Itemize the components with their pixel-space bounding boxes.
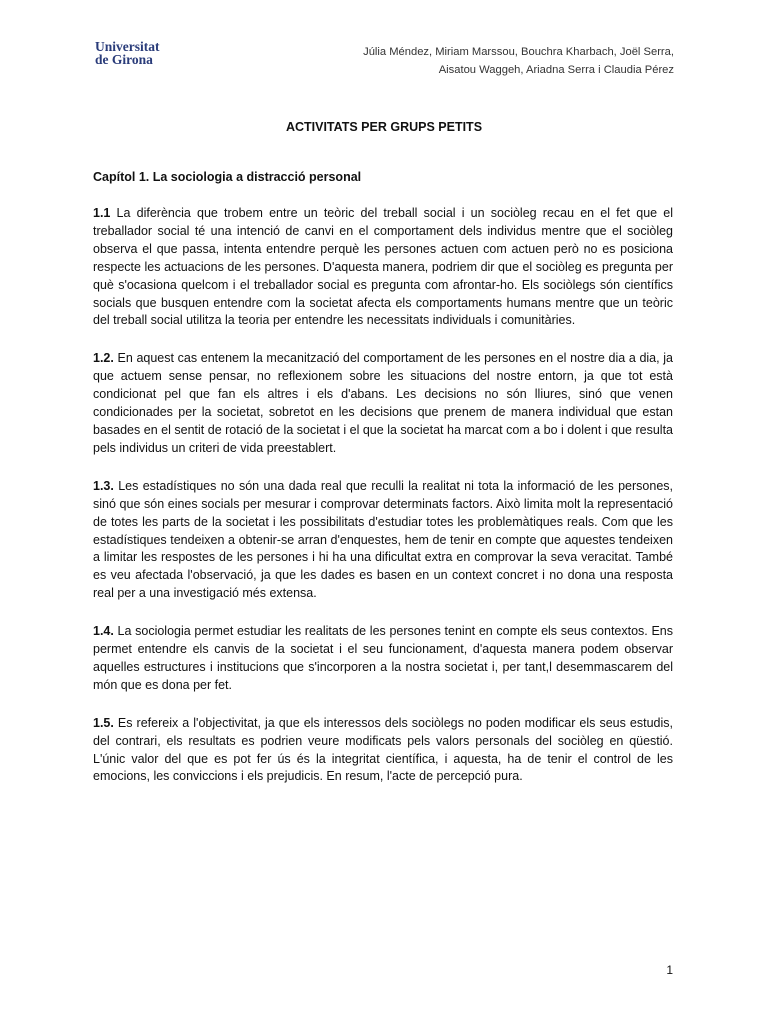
paragraph-text: Es refereix a l'objectivitat, ja que els interessos dels sociòlegs no poden modificar els seus estudis, del contrari, els resultats es podrien veure modificats pels valors personals del sociòleg en qüestió. L'únic valor del que es pot fer ús és la integritat científica, i aquesta, ha de tenir el control de les emocions, les conviccions i els prejudicis. En resum, l'acte de percepció pura. (93, 715, 673, 784)
chapter-title: Capítol 1. La sociologia a distracció personal (93, 170, 362, 184)
paragraph-number: 1.5. (93, 715, 114, 730)
paragraph-text: En aquest cas entenem la mecanització del comportament de les persones en el nostre dia a dia, ja que actuem sense pensar, no reflexionem sobre les situacions del nostre entorn, ja que tot està condicionat pel que fan els altres i els d'abans. Les decisions no són lliures, sinó que venen condicionades per la societat, sobretot en les decisions que prenem de manera individual que estan basades en el sentit de rotació de la societat i el que la societat ha marcat com a bo i dolent i que resulta pels individus un criteri de vida preestablert. (93, 351, 673, 455)
paragraph-text: Les estadístiques no són una dada real que reculli la realitat ni tota la informació de les persones, sinó que són eines socials per mesurar i comprovar determinats factors. Això limita molt la representació de totes les parts de la societat i les possibilitats d'estudiar totes les problemàtiques reals. Com que les estadístiques tendeixen a obtenir-se arran d'enquestes, hem de tenir en compte que aquestes tendeixen a limitar les respostes de les persones i hi ha una dificultat extra en comprovar la seva veracitat. També es veu afectada l'observació, ja que les dades es basen en un context concret i no dona una resposta real per a una investigació més extensa. (93, 478, 673, 601)
paragraph-1-2 (93, 350, 673, 457)
paragraph-1-1 (93, 205, 673, 330)
paragraph-number: 1.4. (93, 624, 114, 639)
document-title: ACTIVITATS PER GRUPS PETITS (285, 120, 483, 134)
document-body (93, 205, 673, 806)
authors-line-1: Júlia Méndez, Miriam Marssou, Bouchra Kharbach, Joël Serra, (363, 46, 674, 58)
paragraph-1-5 (93, 715, 673, 787)
paragraph-text: La diferència que trobem entre un teòric del treball social i un sociòleg recau en el fet que el treballador social té una intenció de canvi en el comportament dels individus mentre que el sociòleg observa el que passa, intenta entendre perquè les persones actuen com actuen però no es posiciona respecte les actuacions de les persones. D'aquesta manera, podriem dir que el sociòleg es pregunta per què s'ocasiona quelcom i el treballador social es pregunta com afrontar-ho. Els sociòlegs són científics socials que busquen entendre com la societat afecta els comportaments humans mentre que un teòric del treball social utilitza la teoria per entendre les necessitats individuals i comunitàries. (93, 206, 673, 328)
logo-line-2: de Girona (95, 52, 153, 67)
authors-line-2: Aisatou Waggeh, Ariadna Serra i Claudia Pérez (438, 64, 674, 76)
paragraph-number: 1.3. (93, 478, 114, 493)
paragraph-text: La sociologia permet estudiar les realitats de les persones tenint en compte els seus contextos. Ens permet entendre els canvis de la societat i el seu funcionament, d'aquesta manera podem observar aquelles estructures i institucions que s'incorporen a la nostra societat i, per tant,l desemmascarem del món que es dona per fet. (93, 624, 673, 692)
paragraph-1-3 (93, 478, 673, 603)
logo-line-1: Universitat (95, 39, 160, 54)
university-logo (95, 40, 160, 66)
page-number: 1 (666, 963, 673, 977)
paragraph-number: 1.1 (93, 206, 111, 220)
paragraph-number: 1.2. (93, 351, 114, 366)
paragraph-1-4 (93, 623, 673, 695)
authors-header (363, 43, 674, 79)
